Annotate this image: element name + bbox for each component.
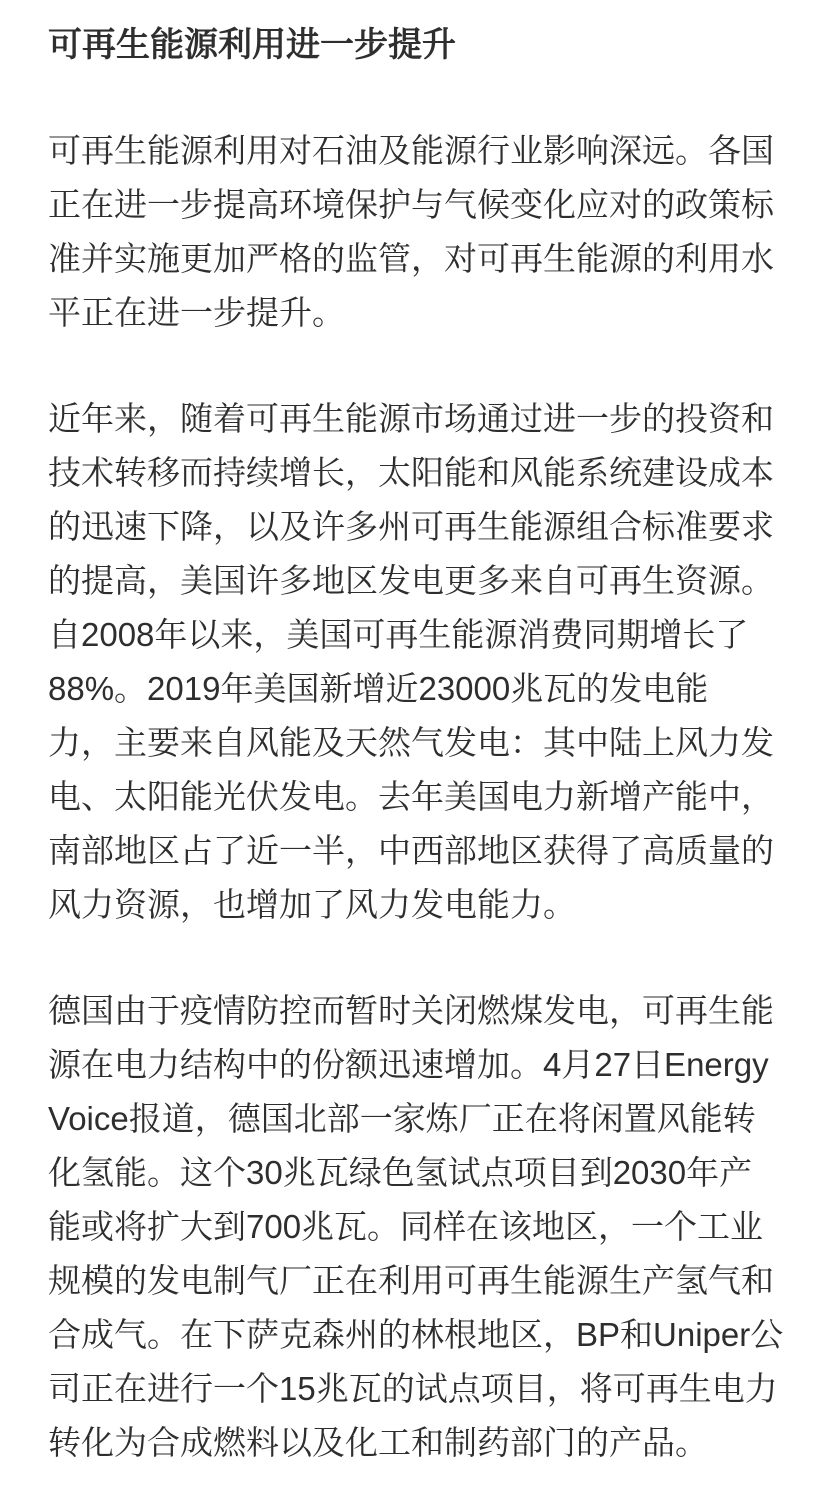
- text-line: 88%。2019年美国新增近23000兆瓦的发电能: [48, 670, 709, 707]
- text-line: 合成气。在下萨克森州的林根地区，BP和Uniper公: [48, 1316, 784, 1353]
- text-line: 可再生能源利用对石油及能源行业影响深远。各国: [48, 132, 774, 169]
- text-line: 南部地区占了近一半，中西部地区获得了高质量的: [48, 832, 774, 869]
- text-line: 的迅速下降，以及许多州可再生能源组合标准要求: [48, 508, 774, 545]
- text-line: 近年来，随着可再生能源市场通过进一步的投资和: [48, 400, 774, 437]
- text-line: 自2008年以来，美国可再生能源消费同期增长了: [48, 616, 749, 653]
- paragraph-us-renewables: [48, 392, 780, 932]
- text-line: 德国由于疫情防控而暂时关闭燃煤发电，可再生能: [48, 992, 774, 1029]
- article-title: 可再生能源利用进一步提升: [48, 26, 456, 64]
- text-line: 准并实施更加严格的监管，对可再生能源的利用水: [48, 240, 774, 277]
- paragraph-intro: [48, 124, 780, 340]
- text-line: Voice报道，德国北部一家炼厂正在将闲置风能转: [48, 1100, 756, 1137]
- text-line: 能或将扩大到700兆瓦。同样在该地区，一个工业: [48, 1208, 764, 1245]
- text-line: 力，主要来自风能及天然气发电：其中陆上风力发: [48, 724, 774, 761]
- paragraph-germany-hydrogen: [48, 984, 784, 1470]
- text-line: 风力资源，也增加了风力发电能力。: [48, 886, 576, 923]
- text-line: 正在进一步提高环境保护与气候变化应对的政策标: [48, 186, 774, 223]
- text-line: 电、太阳能光伏发电。去年美国电力新增产能中，: [48, 778, 774, 815]
- text-line: 的提高，美国许多地区发电更多来自可再生资源。: [48, 562, 774, 599]
- text-line: 转化为合成燃料以及化工和制药部门的产品。: [48, 1424, 708, 1461]
- text-line: 化氢能。这个30兆瓦绿色氢试点项目到2030年产: [48, 1154, 753, 1191]
- text-line: 司正在进行一个15兆瓦的试点项目，将可再生电力: [48, 1370, 778, 1407]
- text-line: 规模的发电制气厂正在利用可再生能源生产氢气和: [48, 1262, 774, 1299]
- text-line: 技术转移而持续增长，太阳能和风能系统建设成本: [48, 454, 774, 491]
- text-line: 源在电力结构中的份额迅速增加。4月27日Energy: [48, 1046, 769, 1083]
- text-line: 平正在进一步提升。: [48, 294, 345, 331]
